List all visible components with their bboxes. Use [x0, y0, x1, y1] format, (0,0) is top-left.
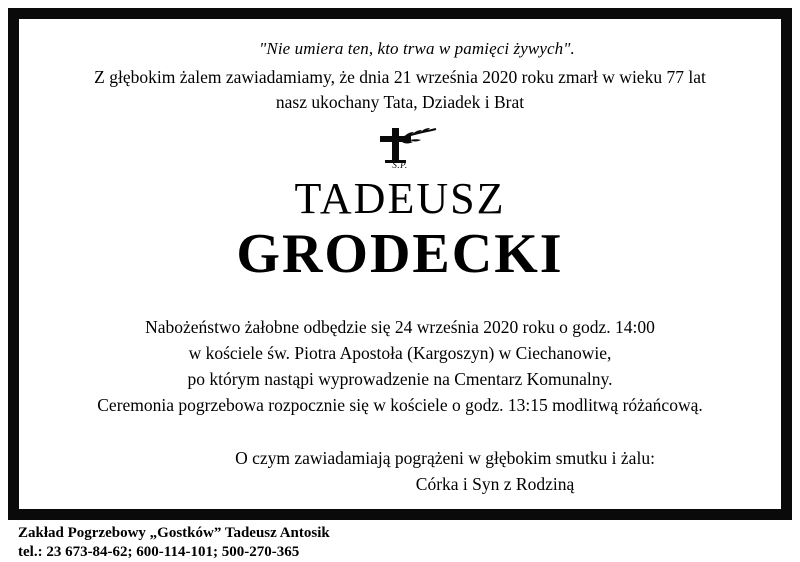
cross-with-palm-branch-icon [352, 124, 448, 168]
symbol-container [41, 124, 759, 170]
ceremony-line-1: Nabożeństwo żałobne odbędzie się 24 września 2020 roku o godz. 14:00 [145, 316, 655, 337]
ceremony-line-3: po którym nastąpi wyprowadzenie na Cmentarz Komunalny. [187, 369, 613, 390]
funeral-home-footer [18, 524, 778, 562]
announcement-intro-line-1: Z głębokim żalem zawiadamiamy, że dnia 21 września 2020 roku zmarł w wieku 77 lat [94, 67, 706, 87]
funeral-home-phones: tel.: 23 673-84-62; 600-114-101; 500-270-365 [18, 543, 300, 560]
ceremony-details [41, 314, 759, 419]
announcement-intro-line-2: nasz ukochany Tata, Dziadek i Brat [275, 92, 525, 113]
closing-line-1: O czym zawiadamiają pogrążeni w głębokim smutku i żalu: [235, 447, 655, 468]
sp-label: Ś.P. [392, 159, 408, 170]
closing-block [41, 445, 759, 498]
ceremony-line-4: Ceremonia pogrzebowa rozpocznie się w kościele o godz. 13:15 modlitwą różańcową. [97, 395, 703, 416]
notice-content [41, 39, 759, 505]
quote-row [41, 39, 759, 59]
announcement-intro [41, 65, 759, 116]
ceremony-line-2: w kościele św. Piotra Apostoła (Kargoszyn) w Ciechanowie, [188, 342, 612, 363]
mourning-frame-outer [8, 8, 792, 520]
closing-line-2: Córka i Syn z Rodziną [415, 473, 575, 494]
funeral-home-name: Zakład Pogrzebowy „Gostków” Tadeusz Antosik [18, 525, 330, 541]
deceased-last-name: GRODECKI [236, 222, 564, 285]
memorial-quote: "Nie umiera ten, kto trwa w pamięci żywych". [259, 39, 575, 58]
deceased-first-name: TADEUSZ [294, 173, 506, 223]
mourning-frame-inner [17, 17, 783, 511]
